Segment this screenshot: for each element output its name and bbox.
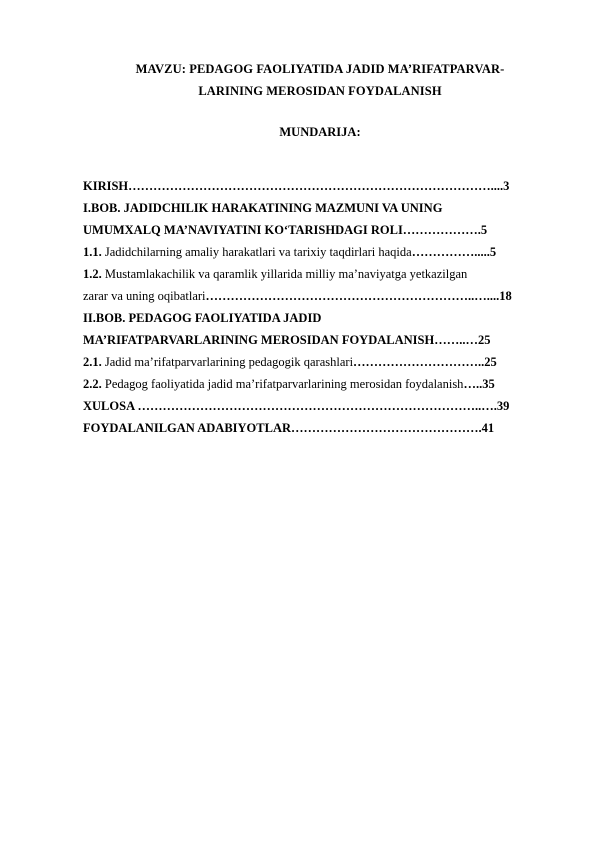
toc-entry-section-1-2-line-2	[83, 285, 547, 307]
toc-entry-adabiyotlar: FOYDALANILGAN ADABIYOTLAR……………………………………….41	[83, 421, 495, 435]
table-of-contents	[83, 175, 547, 439]
toc-entry-chapter-1-line-2: UMUMXALQ MA’NAVIYATINI KO‘TARISHDAGI ROLI……………….5	[83, 223, 488, 237]
toc-entry-chapter-1-line-1: I.BOB. JADIDCHILIK HARAKATINING MAZMUNI VA UNING	[83, 201, 443, 215]
document-title-line-2: LARINING MEROSIDAN FOYDALANISH	[198, 84, 442, 98]
section-title: Pedagog faoliyatida jadid ma’rifatparvarlarining merosidan foydalanish	[101, 377, 464, 391]
section-leader-page: …………………………..25	[353, 355, 497, 369]
section-leader-page: ………………………………………………………..…....18	[205, 289, 512, 303]
toc-entry-section-2-1	[83, 351, 547, 373]
section-leader-page: …………….....5	[411, 245, 497, 259]
toc-entry-chapter-2-line-2: MA’RIFATPARVARLARINING MEROSIDAN FOYDALANISH……..…25	[83, 333, 491, 347]
section-number: 1.2.	[83, 267, 102, 281]
section-leader-page: …..35	[463, 377, 495, 391]
toc-entry-chapter-2-line-1: II.BOB. PEDAGOG FAOLIYATIDA JADID	[83, 311, 322, 325]
section-number: 1.1.	[83, 245, 102, 259]
section-title-continued: zarar va uning oqibatlari	[83, 289, 206, 303]
document-title-line-1: MAVZU: PEDAGOG FAOLIYATIDA JADID MA’RIFATPARVAR-	[135, 62, 505, 76]
toc-entry-section-1-1	[83, 241, 547, 263]
section-number: 2.2.	[83, 377, 102, 391]
toc-entry-section-2-2	[83, 373, 547, 395]
section-title: Jadid ma’rifatparvarlarining pedagogik qarashlari	[101, 355, 354, 369]
section-title: Jadidchilarning amaliy harakatlari va tarixiy taqdirlari haqida	[101, 245, 412, 259]
section-number: 2.1.	[83, 355, 102, 369]
toc-entry-xulosa: XULOSA ………………………………………………………………………..….39	[83, 399, 510, 413]
contents-heading: MUNDARIJA:	[279, 125, 361, 139]
toc-entry-section-1-2-line-1	[83, 263, 547, 285]
section-title: Mustamlakachilik va qaramlik yillarida milliy ma’naviyatga yetkazilgan	[101, 267, 468, 281]
toc-entry-kirish: KIRISH……………………………………………………………………………....3	[83, 179, 510, 193]
